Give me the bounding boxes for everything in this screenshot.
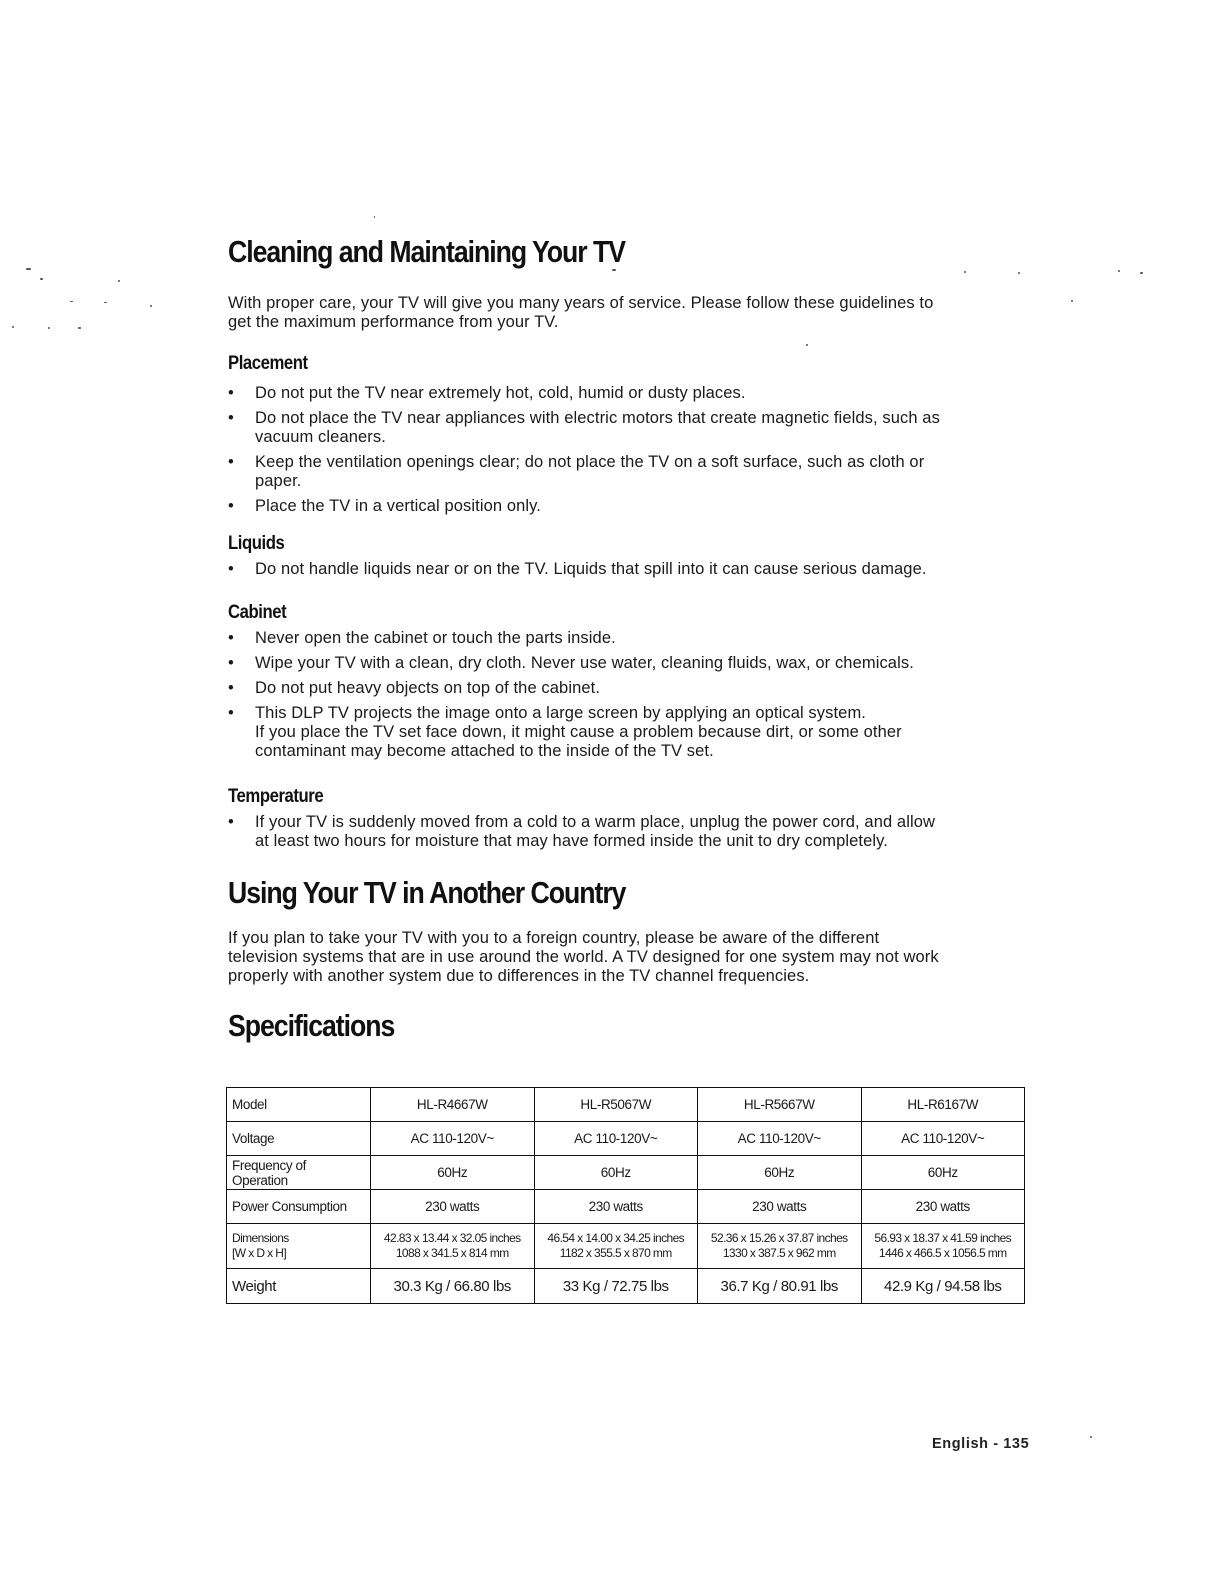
table-row bbox=[227, 1269, 1025, 1304]
table-cell: HL-R5667W bbox=[698, 1088, 862, 1122]
bullet-icon: • bbox=[228, 560, 234, 578]
table-cell: 60Hz bbox=[371, 1156, 535, 1190]
cleaning-intro-line-2: get the maximum performance from your TV. bbox=[228, 313, 559, 331]
list-item-text: Do not put the TV near extremely hot, cold, humid or dusty places. bbox=[255, 384, 746, 402]
temperature-list bbox=[228, 813, 1028, 851]
table-cell: HL-R6167W bbox=[861, 1088, 1025, 1122]
scan-speck bbox=[70, 301, 73, 302]
list-item bbox=[228, 813, 1028, 851]
scan-speck bbox=[374, 216, 375, 218]
table-row-label: Model bbox=[227, 1088, 371, 1122]
list-item-text: Do not place the TV near appliances with electric motors that create magnetic fields, such as vacuum cleaners. bbox=[255, 409, 940, 446]
list-item-text: Do not put heavy objects on top of the cabinet. bbox=[255, 679, 601, 697]
bullet-icon: • bbox=[228, 409, 234, 427]
table-cell: 60Hz bbox=[698, 1156, 862, 1190]
placement-list bbox=[228, 384, 1028, 516]
specifications-table bbox=[226, 1087, 1025, 1304]
table-cell: 60Hz bbox=[534, 1156, 698, 1190]
list-item bbox=[228, 704, 1028, 761]
table-cell: AC 110-120V~ bbox=[534, 1122, 698, 1156]
table-cell: 46.54 x 14.00 x 34.25 inches 1182 x 355.5 x 870 mm bbox=[534, 1224, 698, 1269]
table-row bbox=[227, 1122, 1025, 1156]
list-item bbox=[228, 679, 1028, 698]
table-cell: 60Hz bbox=[861, 1156, 1025, 1190]
table-cell: 230 watts bbox=[698, 1190, 862, 1224]
table-cell: 42.9 Kg / 94.58 lbs bbox=[861, 1269, 1025, 1304]
table-row bbox=[227, 1224, 1025, 1269]
bullet-icon: • bbox=[228, 629, 234, 647]
bullet-icon: • bbox=[228, 679, 234, 697]
scan-speck bbox=[12, 326, 14, 328]
table-row bbox=[227, 1088, 1025, 1122]
table-cell: 230 watts bbox=[371, 1190, 535, 1224]
scan-speck bbox=[48, 327, 50, 329]
list-item bbox=[228, 560, 1028, 579]
table-cell: 56.93 x 18.37 x 41.59 inches 1446 x 466.5 x 1056.5 mm bbox=[861, 1224, 1025, 1269]
table-cell: AC 110-120V~ bbox=[698, 1122, 862, 1156]
table-row-label: Dimensions [W x D x H] bbox=[227, 1224, 371, 1269]
bullet-icon: • bbox=[228, 384, 234, 402]
subsection-title-liquids: Liquids bbox=[228, 533, 285, 554]
list-item-text: Place the TV in a vertical position only. bbox=[255, 497, 541, 515]
table-cell: AC 110-120V~ bbox=[371, 1122, 535, 1156]
list-item bbox=[228, 629, 1028, 648]
list-item bbox=[228, 453, 1028, 491]
bullet-icon: • bbox=[228, 813, 234, 831]
list-item bbox=[228, 409, 1028, 447]
table-cell: HL-R5067W bbox=[534, 1088, 698, 1122]
table-cell: 230 watts bbox=[861, 1190, 1025, 1224]
table-cell: AC 110-120V~ bbox=[861, 1122, 1025, 1156]
table-row bbox=[227, 1156, 1025, 1190]
list-item bbox=[228, 384, 1028, 403]
list-item-text: Do not handle liquids near or on the TV. Liquids that spill into it can cause serious damage. bbox=[255, 560, 927, 578]
subsection-title-temperature: Temperature bbox=[228, 786, 324, 807]
section-title-cleaning: Cleaning and Maintaining Your TV bbox=[228, 234, 626, 269]
scan-speck bbox=[1140, 272, 1143, 274]
page-number: English - 135 bbox=[932, 1436, 1030, 1452]
table-cell: 33 Kg / 72.75 lbs bbox=[534, 1269, 698, 1304]
list-item-text: This DLP TV projects the image onto a large screen by applying an optical system. If you place the TV set face down, it might cause a problem because dirt, or some other contaminant may become attached to the inside of the TV set. bbox=[255, 704, 902, 760]
list-item-text: Wipe your TV with a clean, dry cloth. Never use water, cleaning fluids, wax, or chemicals. bbox=[255, 654, 914, 672]
subsection-title-cabinet: Cabinet bbox=[228, 602, 287, 623]
table-row-label: Voltage bbox=[227, 1122, 371, 1156]
main-content bbox=[228, 232, 1028, 1046]
table-row bbox=[227, 1190, 1025, 1224]
scan-speck bbox=[40, 278, 43, 280]
scan-speck bbox=[1090, 1436, 1092, 1438]
cabinet-list bbox=[228, 629, 1028, 761]
table-row-label: Frequency of Operation bbox=[227, 1156, 371, 1190]
scan-speck bbox=[1118, 270, 1120, 272]
table-cell: HL-R4667W bbox=[371, 1088, 535, 1122]
list-item bbox=[228, 654, 1028, 673]
table-cell: 36.7 Kg / 80.91 lbs bbox=[698, 1269, 862, 1304]
bullet-icon: • bbox=[228, 453, 234, 471]
cleaning-intro bbox=[228, 294, 1028, 332]
section-title-another-country: Using Your TV in Another Country bbox=[228, 875, 626, 910]
subsection-title-placement: Placement bbox=[228, 353, 308, 374]
scan-speck bbox=[26, 268, 31, 270]
table-cell: 42.83 x 13.44 x 32.05 inches 1088 x 341.5 x 814 mm bbox=[371, 1224, 535, 1269]
bullet-icon: • bbox=[228, 704, 234, 722]
table-cell: 30.3 Kg / 66.80 lbs bbox=[371, 1269, 535, 1304]
bullet-icon: • bbox=[228, 654, 234, 672]
table-row-label: Weight bbox=[227, 1269, 371, 1304]
list-item-text: Never open the cabinet or touch the parts inside. bbox=[255, 629, 616, 647]
liquids-list bbox=[228, 560, 1028, 579]
scan-speck bbox=[1071, 300, 1073, 302]
cleaning-intro-line-1: With proper care, your TV will give you many years of service. Please follow these guidelines to bbox=[228, 294, 934, 312]
table-row-label: Power Consumption bbox=[227, 1190, 371, 1224]
list-item bbox=[228, 497, 1028, 516]
scan-speck bbox=[78, 327, 81, 329]
section-title-specifications: Specifications bbox=[228, 1008, 395, 1043]
bullet-icon: • bbox=[228, 497, 234, 515]
list-item-text: Keep the ventilation openings clear; do not place the TV on a soft surface, such as cloth or paper. bbox=[255, 453, 925, 490]
scan-speck bbox=[118, 280, 120, 282]
table-cell: 230 watts bbox=[534, 1190, 698, 1224]
scan-speck bbox=[150, 305, 152, 307]
table-cell: 52.36 x 15.26 x 37.87 inches 1330 x 387.5 x 962 mm bbox=[698, 1224, 862, 1269]
scan-speck bbox=[104, 302, 107, 303]
list-item-text: If your TV is suddenly moved from a cold to a warm place, unplug the power cord, and allow at least two hours for moisture that may have formed inside the unit to dry completely. bbox=[255, 813, 936, 850]
another-country-text: If you plan to take your TV with you to a foreign country, please be aware of the different television systems that are in use around the world. A TV designed for one system may not work properly with another system due to differences in the TV channel frequencies. bbox=[228, 929, 939, 985]
